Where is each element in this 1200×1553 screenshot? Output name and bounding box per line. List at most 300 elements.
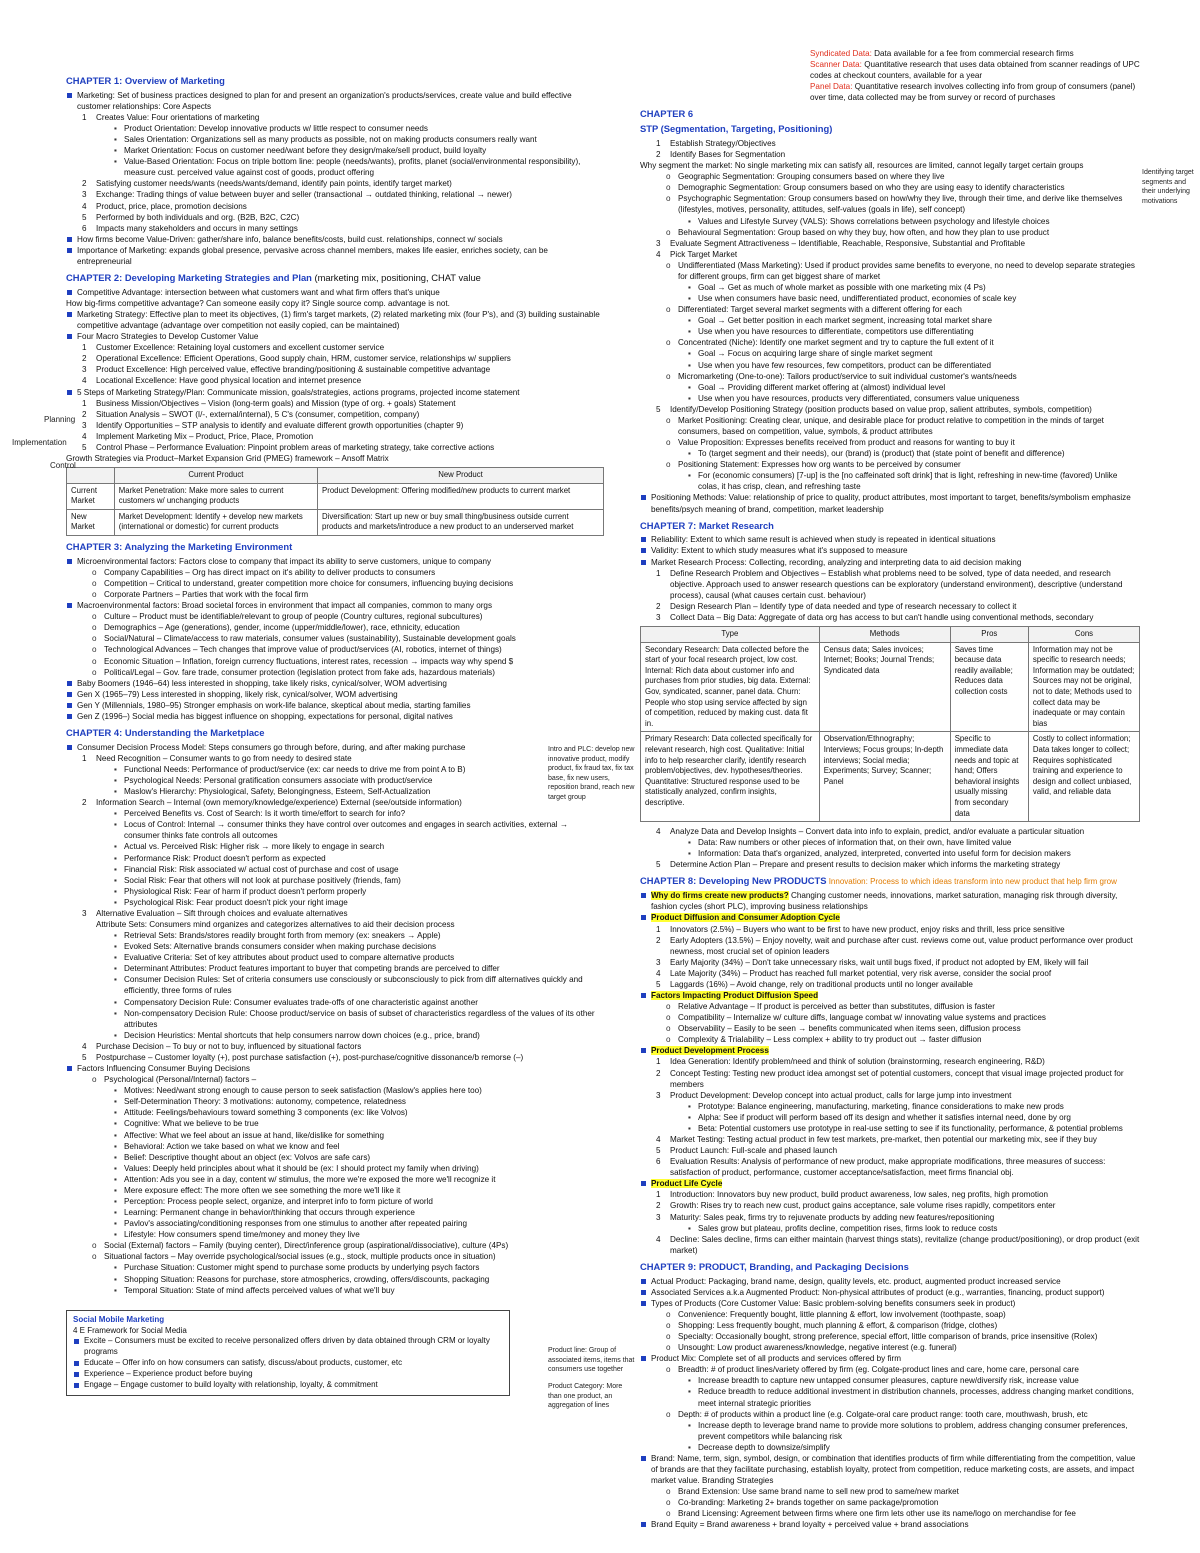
note-line: ▪ Increase breadth to capture new untapped consumer pleasures, capture new/diversify risk, increase value [640, 1375, 1140, 1386]
note-line: o Brand Extension: Use same brand name to sell new prod to same/new market [640, 1486, 1140, 1497]
note-line: ▪ Value-Based Orientation: Focus on triple bottom line: people (needs/wants), profits, planet (social/environmental responsibility), measure cust. perceived value against cost of goods, product offering [66, 156, 604, 178]
social-mobile-marketing-box [66, 1310, 510, 1396]
note-line: How big-firms competitive advantage? Can someone easily copy it? Single source comp. advantage is not. [66, 298, 450, 308]
note-line: ▪ Self-Determination Theory: 3 motivations: autonomy, competence, relatedness [66, 1096, 604, 1107]
table-cell: New Market [67, 509, 115, 535]
note-line: ▪ Non-compensatory Decision Rule: Choose product/service on basis of subset of characteristics regardless of the values of its other attributes [66, 1008, 604, 1030]
note-line [640, 1156, 1140, 1178]
note-number: 2 [656, 601, 661, 611]
table-cell: Census data; Sales invoices; Internet; Books; Journal Trends; Syndicated data [819, 642, 950, 732]
note-line: Brand Equity = Brand awareness + brand loyalty + perceived value + brand associations [640, 1519, 1140, 1530]
note-text: Collect Data – Big Data: Aggregate of data org has access to but can't handle using conventional methods, secondary [670, 612, 1094, 622]
chapter-8-title-tail: Innovation: Process to which ideas transform into new product that help firm grow [826, 877, 1117, 887]
note-number: 4 [82, 1041, 87, 1051]
note-line: ▪ Evaluative Criteria: Set of key attributes about product used to compare alternative products [66, 952, 604, 963]
research-body [641, 642, 1140, 822]
note-line [640, 826, 1140, 837]
note-number: 4 [656, 1234, 661, 1244]
note-text: Market Testing: Testing actual product in few test markets, pre-market, then potential our marketing mix, see if they buy [670, 1135, 1097, 1145]
note-text: Analyze Data and Develop Insights – Convert data into info to explain, predict, and/or evaluate a particular situation [670, 827, 1085, 837]
note-number: 2 [656, 935, 661, 945]
note-number: 3 [82, 190, 87, 200]
table-header-cell: Pros [950, 627, 1028, 643]
table-row [641, 642, 1140, 732]
note-line: ▪ Pavlov's associating/conditioning responses from one stimulus to another after repeated pairing [66, 1218, 604, 1229]
note-line: ▪ Shopping Situation: Reasons for purchase, store atmospherics, crowding, offers/discounts, packaging [66, 1274, 604, 1285]
note-line: ▪ Performance Risk: Product doesn't perform as expected [66, 853, 604, 864]
data-type-label: Panel Data: [810, 82, 853, 92]
note-line [66, 1041, 604, 1052]
note-number: 2 [656, 1068, 661, 1078]
note-number: 3 [82, 420, 87, 430]
note-text: Postpurchase – Customer loyalty (+), post purchase satisfaction (+), post-purchase/cognitive dissonance/b remorse (–) [96, 1052, 524, 1062]
note-line: o Positioning Statement: Expresses how org wants to be perceived by consumer [640, 459, 1140, 470]
note-line: o Value Proposition: Expresses benefits received from product and reasons for wanting to buy it [640, 437, 1140, 448]
chapter-4-title: CHAPTER 4: Understanding the Marketplace [66, 726, 265, 738]
note-number: 3 [656, 1090, 661, 1100]
note-highlight: Product Life Cycle [651, 1179, 723, 1189]
note-line: Product Mix: Complete set of all products and services offered by firm [640, 1353, 1140, 1364]
data-type-note [810, 59, 1140, 81]
ansoff-body [67, 483, 604, 535]
note-line [66, 797, 604, 808]
note-number: 1 [656, 138, 661, 148]
note-line: o Geographic Segmentation: Grouping consumers based on where they live [640, 171, 1140, 182]
note-number: 3 [656, 612, 661, 622]
note-line: ▪ Increase depth to leverage brand name to provide more solutions to problem, address changing consumer preferences, prevent competitors while balancing risk [640, 1420, 1140, 1442]
note-line: ▪ Use when you have resources to differentiate, competitors use differentiating [640, 326, 1140, 337]
note-line: How firms become Value-Driven: gather/share info, balance benefits/costs, build cust. relationships, connect w/ socials [66, 234, 604, 245]
note-line [640, 859, 1140, 870]
note-text: Implement Marketing Mix – Product, Price, Place, Promotion [96, 431, 314, 441]
chapter-3-items [66, 556, 604, 722]
note-line: ▪ Perception: Process people select, organize, and interpret info to form picture of world [66, 1196, 604, 1207]
note-line: ▪ Goal → Get as much of whole market as possible with one marketing mix (4 Ps) [640, 282, 1140, 293]
note-number: 2 [82, 798, 87, 808]
note-line: ▪ Beta: Potential customers use prototype in real-use setting to see if its functionality, performance, & potential problems [640, 1123, 1140, 1134]
chapter-7-items [640, 534, 1140, 623]
note-line: o Corporate Partners – Parties that work with the focal firm [66, 589, 604, 600]
note-number: 4 [656, 827, 661, 837]
note-text: Establish Strategy/Objectives [670, 138, 776, 148]
note-highlight: Factors Impacting Product Diffusion Speed [651, 991, 819, 1000]
note-line: Baby Boomers (1946–64) less interested in shopping, take likely risks, cynical/solver, WOM advertising [66, 678, 604, 689]
note-line: ▪ Maslow's Hierarchy: Physiological, Safety, Belongingness, Esteem, Self-Actualization [66, 786, 604, 797]
note-text: Evaluation Results: Analysis of performance of new product, make appropriate modifications, three measures of success: satisfaction of product, performance, customer acceptance/satisfaction, meet firms financial obj. [670, 1157, 1106, 1178]
note-line: o Concentrated (Niche): Identify one market segment and try to capture the full extent of it [640, 337, 1140, 348]
note-line: ▪ Prototype: Balance engineering, manufacturing, marketing, finance considerations to make new prods [640, 1101, 1140, 1112]
side-note-plc: Intro and PLC: develop new innovative product, modify product, fix fraud tax, fix tax base, fix new users, reposition brand, reach new target group [548, 746, 635, 801]
side-note-product-line: Product line: Group of associated items, items that consumers use together [548, 1347, 635, 1374]
note-number: 2 [656, 150, 661, 160]
table-cell: Information may not be specific to research needs; Information may be outdated; Sources may not be original, not to date; Methods used to collect data may be inadequate or may contain bias [1028, 642, 1139, 732]
table-cell: Market Development: Identify + develop new markets (international or domestic) for current products [114, 509, 317, 535]
note-line [66, 178, 604, 189]
note-line: o Undifferentiated (Mass Marketing): Used if product provides same benefits to everyone, no need to develop separate strategies for different groups, firm can get biggest share of market [640, 260, 1140, 282]
ansoff-header-row [67, 468, 604, 484]
note-line [640, 1134, 1140, 1145]
chapter-2-items [66, 287, 604, 464]
data-type-text: Quantitative research involves collecting info from group of consumers (panel) over time, data collected may be from survey or record of purchases [810, 82, 1136, 103]
note-line: ▪ Belief: Descriptive thought about an object (ex: Volvos are safe cars) [66, 1152, 604, 1163]
note-line [640, 249, 1140, 260]
note-line: o Relative Advantage – If product is perceived as better than substitutes, diffusion is faster [640, 1001, 1140, 1012]
note-line [640, 1045, 1140, 1056]
side-note-product-category: Product Category: More than one product, an aggregation of lines [548, 1383, 623, 1410]
note-highlight: Product Diffusion and Consumer Adoption Cycle [651, 913, 840, 923]
note-line: o Micromarketing (One-to-one): Tailors product/service to suit individual customer's wants/needs [640, 371, 1140, 382]
note-line: ▪ Retrieval Sets: Brands/stores readily brought forth from memory (ex: sneakers → Apple) [66, 930, 604, 941]
note-highlight: Product Development Process [651, 1046, 769, 1056]
note-number: 4 [82, 201, 87, 211]
note-line: Validity: Extent to which study measures what it's supposed to measure [640, 545, 1140, 556]
note-line: Competitive Advantage: intersection between what customers want and what firm offers that's unique [66, 287, 604, 298]
data-type-note [810, 48, 1140, 59]
table-header-cell: Methods [819, 627, 950, 643]
note-line: o Depth: # of products within a product line (e.g. Colgate-oral care product range: tooth care, mouthwash, brush, etc [640, 1409, 1140, 1420]
note-line: o Observability – Easily to be seen → benefits communicated when items seen, diffusion process [640, 1023, 1140, 1034]
note-text: Laggards (16%) – Avoid change, rely on traditional products until no longer available [670, 979, 973, 989]
note-line [66, 112, 604, 123]
chapter-2-title-text: CHAPTER 2: Developing Marketing Strategies and Plan [66, 272, 312, 284]
note-line: ▪ Use when consumers have basic need, undifferentiated product, economies of scale key [640, 293, 1140, 304]
note-line: ▪ Data: Raw numbers or other pieces of information that, on their own, have limited value [640, 837, 1140, 848]
chapter-2-title-tail: (marketing mix, positioning, CHAT value [311, 272, 481, 284]
note-number: 3 [82, 908, 87, 918]
note-line: o Shopping: Less frequently bought, much planning & effort, & comparison (fridge, clothes) [640, 1320, 1140, 1331]
note-line [66, 364, 604, 375]
note-number: 2 [82, 354, 87, 364]
note-line: Macroenvironmental factors: Broad societal forces in environment that impact all companies, common to many orgs [66, 600, 604, 611]
table-header-cell: Cons [1028, 627, 1139, 643]
note-line: o Brand Licensing: Agreement between firms where one firm lets other use its name/logo on merchandise for fee [640, 1508, 1140, 1519]
note-number: 1 [82, 343, 87, 353]
note-line: o Company Capabilities – Org has direct impact on it's ability to deliver products to consumers [66, 567, 604, 578]
note-line [640, 149, 1140, 160]
note-line: o Complexity & Trialability – Less complex + ability to try product out → faster diffusion [640, 1034, 1140, 1045]
note-number: 4 [656, 249, 661, 259]
table-cell: Diversification: Start up new or buy small thing/business outside current products and markets/introduce a new product to an underserved market [318, 509, 604, 535]
note-line [66, 409, 604, 420]
table-cell: Specific to immediate data needs and topic at hand; Offers behavioral insights usually missing from secondary data [950, 732, 1028, 822]
social-box-subtitle: 4 E Framework for Social Media [73, 1325, 187, 1335]
note-text: Creates Value: Four orientations of marketing [96, 112, 260, 122]
chapter-9-title: CHAPTER 9: PRODUCT, Branding, and Packaging Decisions [640, 1260, 909, 1272]
note-text: Control Phase – Performance Evaluation: Pinpoint problem areas of marketing strategy, take corrective actions [96, 442, 495, 452]
note-line: o Situational factors – May override psychological/social issues (e.g., stock, multiple products once in situation) [66, 1251, 604, 1262]
note-number: 1 [82, 398, 87, 408]
note-line: 5 Steps of Marketing Strategy/Plan: Communicate mission, goals/strategies, actions programs, projected income statement [66, 387, 604, 398]
note-line: ▪ Behavioral: Action we take based on what we know and feel [66, 1141, 604, 1152]
note-number: 3 [82, 365, 87, 375]
social-item: Educate – Offer info on how consumers can satisfy, discuss/about products, customer, etc [73, 1358, 503, 1369]
note-line [640, 601, 1140, 612]
note-text: Product Development: Develop concept into actual product, calls for large jump into investment [670, 1090, 1012, 1100]
note-line [640, 979, 1140, 990]
note-line: o Psychological (Personal/Internal) factors – [66, 1074, 604, 1085]
chapter-6-subtitle: STP (Segmentation, Targeting, Positioning) [640, 123, 833, 135]
note-line: ▪ Product Orientation: Develop innovative products w/ little respect to consumer needs [66, 123, 604, 134]
note-text: Product Launch: Full-scale and phased launch [670, 1146, 838, 1156]
note-number: 4 [82, 431, 87, 441]
table-cell: Observation/Ethnography; Interviews; Focus groups; In-depth interviews; Social media; Experiments; Survey; Scanner; Panel [819, 732, 950, 822]
chapter-7-title: CHAPTER 7: Market Research [640, 519, 774, 531]
note-line: Four Macro Strategies to Develop Customer Value [66, 331, 604, 342]
note-line: Marketing Strategy: Effective plan to meet its objectives, (1) firm's target markets, (2) related marketing mix (four P's), and (3) building sustainable competitive advantage (advantage over competition not easily copied, can be maintained) [66, 309, 604, 331]
side-note-psychographic: Identifying target segments and their underlying motivations [1142, 169, 1194, 205]
left-column [66, 70, 604, 1396]
note-number: 1 [656, 924, 661, 934]
note-line [640, 1178, 1140, 1189]
note-line: ▪ Decision Heuristics: Mental shortcuts that help consumers narrow down choices (e.g., price, brand) [66, 1030, 604, 1041]
note-line [640, 568, 1140, 601]
chapter-3-title: CHAPTER 3: Analyzing the Marketing Environment [66, 541, 293, 553]
note-line: ▪ Determinant Attributes: Product features important to buyer that competing brands are perceived to differ [66, 963, 604, 974]
note-line: ▪ Compensatory Decision Rule: Consumer evaluates trade-offs of one characteristic against another [66, 997, 604, 1008]
chapter-2-title [66, 272, 604, 285]
note-line: Why segment the market: No single marketing mix can satisfy all, resources are limited, cannot legally target certain groups [640, 161, 1084, 171]
note-line: o Convenience: Frequently bought, little planning & effort, low involvement (toothpaste, soap) [640, 1309, 1140, 1320]
data-type-label: Scanner Data: [810, 60, 862, 70]
note-number: 2 [656, 1201, 661, 1211]
note-line: Types of Products (Core Customer Value: Basic problem-solving benefits consumers seek in product) [640, 1298, 1140, 1309]
note-number: 5 [82, 1052, 87, 1062]
note-line: ▪ Affective: What we feel about an issue at hand, like/dislike for something [66, 1130, 604, 1141]
note-line: ▪ Sales grow but plateau, profits decline, competition rises, firms look to reduce costs [640, 1223, 1140, 1234]
note-line: Brand: Name, term, sign, symbol, design, or combination that identifies products of firm while differentiating from the competition, value of brands are that they facilitate purchasing, establish loyalty, protect from competition, reduce marketing costs, are assets, and impact market value. Branding Strategies [640, 1453, 1140, 1486]
chapter-8-title-text: CHAPTER 8: Developing New PRODUCTS [640, 875, 827, 887]
note-number: 3 [656, 1212, 661, 1222]
note-text: Design Research Plan – Identify type of data needed and type of research necessary to collect it [670, 601, 1017, 611]
note-text: Maturity: Sales peak, firms try to rejuvenate products by adding new features/repositioning [670, 1212, 995, 1222]
note-line: o Demographics – Age (generations), gender, income (upper/middle/lower), race, ethnicity, education [66, 622, 604, 633]
note-text: Growth: Rises try to reach new cust, product gains acceptance, sale volume rises rapidly, competitors enter [670, 1201, 1056, 1211]
note-line: ▪ Information: Data that's organized, analyzed, interpreted, converted into useful form for decision makers [640, 848, 1140, 859]
note-text: Information Search – Internal (own memory/knowledge/experience) External (see/outside information) [96, 798, 462, 808]
note-text: Product, price, place, promotion decisions [96, 201, 247, 211]
data-types-notes [640, 48, 1140, 103]
note-text: Identify Bases for Segmentation [670, 150, 786, 160]
note-line: ▪ Financial Risk: Risk associated w/ actual cost of purchase and cost of usage [66, 864, 604, 875]
note-line [66, 753, 604, 764]
note-line: ▪ Lifestyle: How consumers spend time/money and money they live [66, 1229, 604, 1240]
chapter-1-items [66, 90, 604, 267]
note-line: ▪ Sales Orientation: Organizations sell as many products as possible, not on making products consumers really want [66, 134, 604, 145]
note-text: Alternative Evaluation – Sift through choices and evaluate alternatives [96, 908, 348, 918]
note-text: Identify Opportunities – STP analysis to identify and evaluate different growth opportunities (chapter 9) [96, 420, 464, 430]
note-line: Marketing: Set of business practices designed to plan for and present an organization's products/services, create value and build effective customer relationships: Core Aspects [66, 90, 604, 112]
data-type-label: Syndicated Data: [810, 49, 872, 58]
note-line: o Behavioural Segmentation: Group based on why they buy, how often, and how they plan to use product [640, 227, 1140, 238]
note-line [640, 612, 1140, 623]
note-line: ▪ Goal → Get better position in each market segment, increasing total market share [640, 315, 1140, 326]
note-line: ▪ Perceived Benefits vs. Cost of Search: Is it worth time/effort to search for info? [66, 808, 604, 819]
ansoff-matrix-table [66, 467, 604, 536]
note-line [640, 138, 1140, 149]
note-text: Early Adopters (13.5%) – Enjoy novelty, wait and purchase after cust. reviews come out, value product performance over product newness, most crucial set of opinion leaders [670, 935, 1133, 956]
data-type-text: Data available for a fee from commercial research firms [871, 49, 1074, 58]
note-line: o Compatibility – Internalize w/ culture diffs, language combat w/ innovating value systems and practices [640, 1012, 1140, 1023]
note-number: 2 [82, 409, 87, 419]
table-cell: Current Market [67, 483, 115, 509]
side-label-implementation: Implementation [12, 438, 67, 447]
note-line: ▪ Locus of Control: Internal → consumer thinks they have control over outcomes and engages in search activities, external → consumer thinks fate controls all outcomes [66, 819, 604, 841]
note-line: ▪ Learning: Permanent change in behavior/thinking that occurs through experience [66, 1207, 604, 1218]
note-line [640, 1212, 1140, 1223]
note-line: Gen Z (1996–) Social media has biggest influence on shopping, expectations for personal, digital natives [66, 711, 604, 722]
note-text: Need Recognition – Consumer wants to go from needy to desired state [96, 753, 352, 763]
right-column [640, 48, 1140, 1530]
note-line [66, 212, 604, 223]
note-number: 6 [656, 1157, 661, 1167]
note-number: 5 [656, 860, 661, 870]
note-line: Gen Y (Millennials, 1980–95) Stronger emphasis on work-life balance, skeptical about media, starting families [66, 700, 604, 711]
note-line: ▪ Consumer Decision Rules: Set of criteria consumers use consciously or subconsciously to pick from diff alternatives quickly and efficiently, three forms of rules [66, 974, 604, 996]
note-number: 3 [656, 238, 661, 248]
note-line: ▪ To (target segment and their needs), our (brand) is (product) that (state point of benefit and difference) [640, 448, 1140, 459]
note-line: ▪ Values: Deeply held principles about what it should be (ex: I should protect my family when driving) [66, 1163, 604, 1174]
note-line: Gen X (1965–79) Less interested in shopping, likely risk, cynical/solver, WOM advertising [66, 689, 604, 700]
note-line [640, 1090, 1140, 1101]
table-row [67, 483, 604, 509]
note-line [640, 924, 1140, 935]
table-cell: Secondary Research: Data collected before the start of your focal research project, low cost. Internal: Rich data about customer info and purchases from prior studies, big data. External: Gov, syndicated, scanner, panel data. Churn: People who stop using service affected by sign of competition, reduced by making cust. data fit in. [641, 642, 820, 732]
note-line: ▪ Alpha: See if product will perform based off its design and whether it satisfies internal need, done by org [640, 1112, 1140, 1123]
note-line: o Competition – Critical to understand, greater competition more choice for consumers, influencing buying decisions [66, 578, 604, 589]
note-text: Situation Analysis – SWOT (I/-, external/internal), 5 C's (consumer, competition, company) [96, 409, 420, 419]
note-line [640, 238, 1140, 249]
note-text: Introduction: Innovators buy new product, build product awareness, low sales, neg profits, high promotion [670, 1190, 1049, 1200]
note-line [66, 353, 604, 364]
note-line: Consumer Decision Process Model: Steps consumers go through before, during, and after making purchase [66, 742, 604, 753]
note-line: Associated Services a.k.a Augmented Product: Non-physical attributes of product (e.g., warranties, financing, product support) [640, 1287, 1140, 1298]
note-line [640, 1068, 1140, 1090]
social-item: Engage – Engage customer to build loyalty with relationship, loyalty, & commitment [73, 1380, 503, 1391]
social-box-items [73, 1336, 503, 1390]
note-number: 5 [656, 1146, 661, 1156]
note-line: ▪ Actual vs. Perceived Risk: Higher risk → more likely to engage in search [66, 841, 604, 852]
note-line: ▪ Use when you have resources, products very differentiated, consumers value uniqueness [640, 393, 1140, 404]
note-number: 5 [656, 979, 661, 989]
note-line: ▪ Physiological Risk: Fear of harm if product doesn't perform properly [66, 886, 604, 897]
note-line: o Culture – Product must be identifiable/relevant to group of people (Country cultures, regional subcultures) [66, 611, 604, 622]
note-line: ▪ Temporal Situation: State of mind affects perceived values of what we'll buy [66, 1285, 604, 1296]
table-cell: Saves time because data readily available; Reduces data collection costs [950, 642, 1028, 732]
note-line: Reliability: Extent to which same result is achieved when study is repeated in identical situations [640, 534, 1140, 545]
chapter-4-items [66, 742, 604, 1296]
table-header-cell: Type [641, 627, 820, 643]
note-line: ▪ Psychological Needs: Personal gratification consumers associate with product/service [66, 775, 604, 786]
note-line: ▪ Goal → Focus on acquiring large share of single market segment [640, 348, 1140, 359]
note-line: o Social/Natural – Climate/access to raw materials, consumer values (sustainability), Sustainable development goals [66, 633, 604, 644]
note-number: 1 [82, 753, 87, 763]
note-text: Late Majority (34%) – Product has reached full market potential, very risk averse, consider the social proof [670, 968, 1052, 978]
note-number: 1 [656, 568, 661, 578]
note-text: Performed by both individuals and org. (B2B, B2C, C2C) [96, 212, 300, 222]
note-line: Actual Product: Packaging, brand name, design, quality levels, etc. product, augmented product increased service [640, 1276, 1140, 1287]
table-cell: Costly to collect information; Data takes longer to collect; Requires sophisticated training and experience to design and collect unbiased, valid, and reliable data [1028, 732, 1139, 822]
note-line [640, 1145, 1140, 1156]
note-line [66, 201, 604, 212]
side-label-control: Control [50, 461, 76, 470]
note-line [640, 912, 1140, 923]
note-number: 2 [82, 179, 87, 189]
note-text: Satisfying customer needs/wants (needs/wants/demand, identify pain points, identify target market) [96, 179, 452, 189]
chapter-8-items [640, 890, 1140, 1256]
chapter-6-title: CHAPTER 6 [640, 108, 694, 120]
note-text: Innovators (2.5%) – Buyers who want to be first to have new product, enjoy risks and thrill, less price sensitive [670, 924, 1065, 934]
note-line: ▪ Decrease depth to downsize/simplify [640, 1442, 1140, 1453]
table-header-cell: New Product [318, 468, 604, 484]
note-line: Attribute Sets: Consumers mind organizes and categorizes alternatives to aid their decision process [96, 920, 455, 930]
note-line [640, 1189, 1140, 1200]
note-number: 4 [656, 968, 661, 978]
note-line: Positioning Methods: Value: relationship of price to quality, product attributes, most important to target, benefits/symbolism emphasize benefits/psych meaning of brand, competition, market leadership [640, 492, 1140, 514]
note-line [66, 908, 604, 919]
note-number: 1 [656, 1190, 661, 1200]
note-line [66, 1052, 604, 1063]
note-line [640, 1056, 1140, 1067]
note-number: 3 [656, 957, 661, 967]
note-line: o Breadth: # of product lines/variety offered by firm (eg. Colgate-product lines and care, home care, personal care [640, 1364, 1140, 1375]
chapter-6-items [640, 138, 1140, 515]
table-header-cell: Current Product [114, 468, 317, 484]
chapter-1-title: CHAPTER 1: Overview of Marketing [66, 75, 225, 86]
note-line [66, 431, 604, 442]
note-line: ▪ Psychological Risk: Fear product doesn't pick your right image [66, 897, 604, 908]
note-text: Determine Action Plan – Prepare and present results to decision maker which informs the marketing strategy [670, 860, 1061, 870]
note-text: Decline: Sales decline, firms can either maintain (harvest things stats), revitalize (change product/positioning), or drop product (exit market) [670, 1234, 1140, 1255]
note-text: Product Excellence: High perceived value, effective branding/positioning & sustainable competitive advantage [96, 365, 491, 375]
note-line: ▪ For (economic consumers) [7-up] is the [no caffeinated soft drink] that is light, refreshing in new-time (favored) Unlike colas, it has crisp, clean, and refreshing taste [640, 470, 1140, 492]
table-row [641, 732, 1140, 822]
note-text: Idea Generation: Identify problem/need and think of solution (brainstorming, research engineering, R&D) [670, 1057, 1045, 1067]
note-line [66, 442, 604, 453]
note-line: ▪ Evoked Sets: Alternative brands consumers consider when making purchase decisions [66, 941, 604, 952]
note-text: Evaluate Segment Attractiveness – Identifiable, Reachable, Responsive, Substantial and Profitable [670, 238, 1026, 248]
note-line: ▪ Social Risk: Fear that others will not look at purchase positively (friends, fam) [66, 875, 604, 886]
note-line: o Differentiated: Target several market segments with a different offering for each [640, 304, 1140, 315]
note-line: Importance of Marketing: expands global presence, pervasive across channel members, makes life easier, enriches society, can be entrepreneurial [66, 245, 604, 267]
note-number: 4 [656, 1135, 661, 1145]
note-line [66, 420, 604, 431]
note-line: Microenvironmental factors: Factors close to company that impact its ability to serve customers, unique to company [66, 556, 604, 567]
social-item: Excite – Consumers must be excited to receive personalized offers driven by data obtained through CRM or loyalty programs [73, 1336, 503, 1358]
note-line [66, 342, 604, 353]
social-item: Experience – Experience product before buying [73, 1369, 503, 1380]
note-line: ▪ Motives: Need/want strong enough to cause person to seek satisfaction (Maslow's applies here too) [66, 1085, 604, 1096]
note-line [640, 957, 1140, 968]
note-text: Exchange: Trading things of value between buyer and seller (transactional → outdated thinking, relational → newer) [96, 190, 512, 200]
social-box-title: Social Mobile Marketing [73, 1314, 165, 1324]
note-line: Market Research Process: Collecting, recording, analyzing and interpreting data to aid decision making [640, 557, 1140, 568]
data-type-text: Quantitative research that uses data obtained from scanner readings of UPC codes at checkout counters, available for a year [810, 60, 1140, 81]
note-text: Operational Excellence: Efficient Operations, Good supply chain, HRM, customer service, relationships w/ suppliers [96, 354, 511, 364]
note-line: o Economic Situation – Inflation, foreign currency fluctuations, interest rates, recession → impacts way why spend $ [66, 656, 604, 667]
note-line: ▪ Values and Lifestyle Survey (VALS): Shows correlations between psychology and lifestyle choices [640, 216, 1140, 227]
note-text: Locational Excellence: Have good physical location and internet presence [96, 376, 362, 386]
note-line: Growth Strategies via Product–Market Expansion Grid (PMEG) framework – Ansoff Matrix [66, 453, 389, 463]
note-text: Identify/Develop Positioning Strategy (position products based on value prop, salient attributes, symbols, competition) [670, 404, 1092, 414]
note-line: o Demographic Segmentation: Group consumers based on who they are using easy to identify characteristics [640, 182, 1140, 193]
note-line [640, 1234, 1140, 1256]
note-number: 1 [656, 1057, 661, 1067]
table-cell: Primary Research: Data collected specifically for relevant research, high cost. Qualitative: Initial info to help researcher clarify, identify research problem/objectives, dev. hypotheses/theories. Quantitative: Structured response used to be statistically analyzed, confirm insights, descriptive. [641, 732, 820, 822]
note-line: Factors Influencing Consumer Buying Decisions [66, 1063, 604, 1074]
note-line: ▪ Use when you have few resources, few competitors, product can be differentiated [640, 360, 1140, 371]
note-line [66, 189, 604, 200]
table-cell: Product Development: Offering modified/new products to current market [318, 483, 604, 509]
